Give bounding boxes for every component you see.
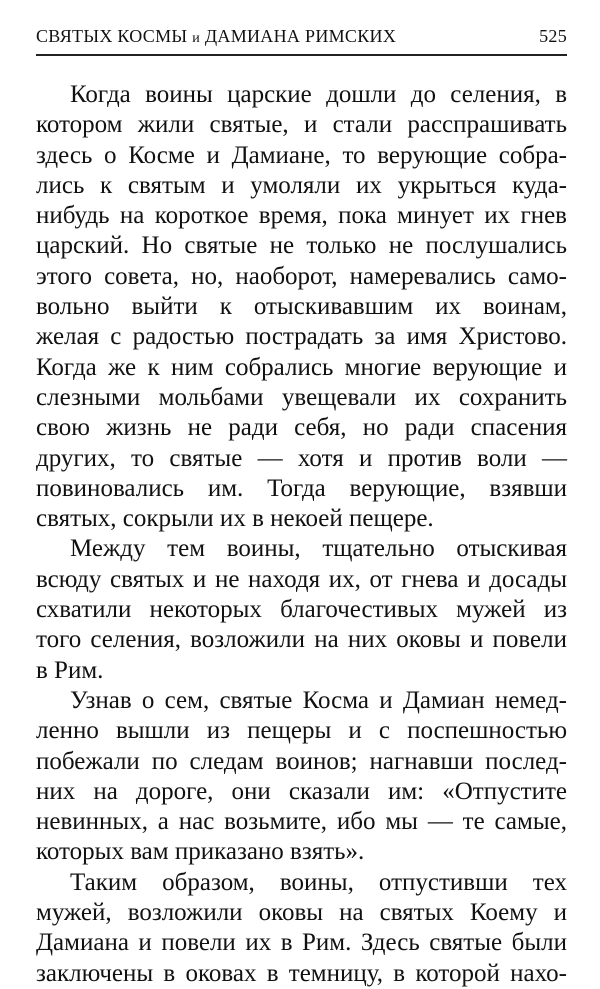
text-line: желая с радостью пострадать за имя Христово. <box>36 323 567 351</box>
text-line: Узнав о сем, святые Косма и Дамиан немед- <box>70 686 567 714</box>
running-title <box>36 26 396 47</box>
text-line: невинных, а нас возьмите, ибо мы — те самые, <box>36 808 567 836</box>
text-line: этого совета, но, наоборот, намеревались само- <box>36 262 567 290</box>
text-line: побежали по следам воинов; нагнавши послед- <box>36 747 567 775</box>
text-line: них на дороге, они сказали им: «Отпустите <box>36 777 567 805</box>
text-line: Дамиана и повели их в Рим. Здесь святые были <box>36 929 567 957</box>
text-line: повиновались им. Тогда верующие, взявши <box>36 474 567 502</box>
text-line: Когда воины царские дошли до селения, в <box>70 81 567 108</box>
text-line: здесь о Косме и Дамиане, то верующие собра- <box>36 141 567 169</box>
text-line: царский. Но святые не только не послушались <box>36 232 567 260</box>
running-title-part2: ДАМИАНА РИМСКИХ <box>204 26 397 46</box>
text-line: святых, сокрыли их в некоей пещере. <box>36 505 434 533</box>
header-rule <box>36 54 567 56</box>
running-header <box>36 26 567 50</box>
text-line: вольно выйти к отыскивавшим их воинам, <box>36 293 567 321</box>
body-text <box>36 80 567 989</box>
text-line: схватили некоторых благочестивых мужей из <box>36 596 567 624</box>
paragraph <box>36 534 567 685</box>
text-line: котором жили святые, и стали расспрашивать <box>36 111 567 139</box>
paragraph <box>36 686 567 868</box>
text-line: Когда же к ним собрались многие верующие и <box>36 353 567 381</box>
text-line: свою жизнь не ради себя, но ради спасения <box>36 414 567 442</box>
text-line: Между тем воины, тщательно отыскивая <box>70 535 567 563</box>
text-line: которых вам приказано взять». <box>36 838 365 866</box>
text-line: в Рим. <box>36 656 104 684</box>
text-line: Таким образом, воины, отпустивши тех <box>70 868 567 896</box>
text-line: слезными мольбами увещевали их сохранить <box>36 383 567 411</box>
text-line: лись к святым и умоляли их укрыться куда- <box>36 171 567 199</box>
text-line: того селения, возложили на них оковы и повели <box>36 626 567 654</box>
paragraph <box>36 80 567 534</box>
text-line: нибудь на короткое время, пока минует их гнев <box>36 202 567 230</box>
text-line: ленно вышли из пещеры и с поспешностью <box>36 717 567 745</box>
running-title-conjunction: и <box>192 31 201 46</box>
page-number: 525 <box>539 26 567 46</box>
text-line: других, то святые — хотя и против воли — <box>36 444 567 472</box>
text-line: заключены в оковах в темницу, в которой нахо- <box>36 959 567 987</box>
running-title-part1: СВЯТЫХ КОСМЫ <box>36 26 188 46</box>
text-line: мужей, возложили оковы на святых Коему и <box>36 899 567 927</box>
paragraph <box>36 868 567 989</box>
text-line: всюду святых и не находя их, от гнева и досады <box>36 565 567 593</box>
